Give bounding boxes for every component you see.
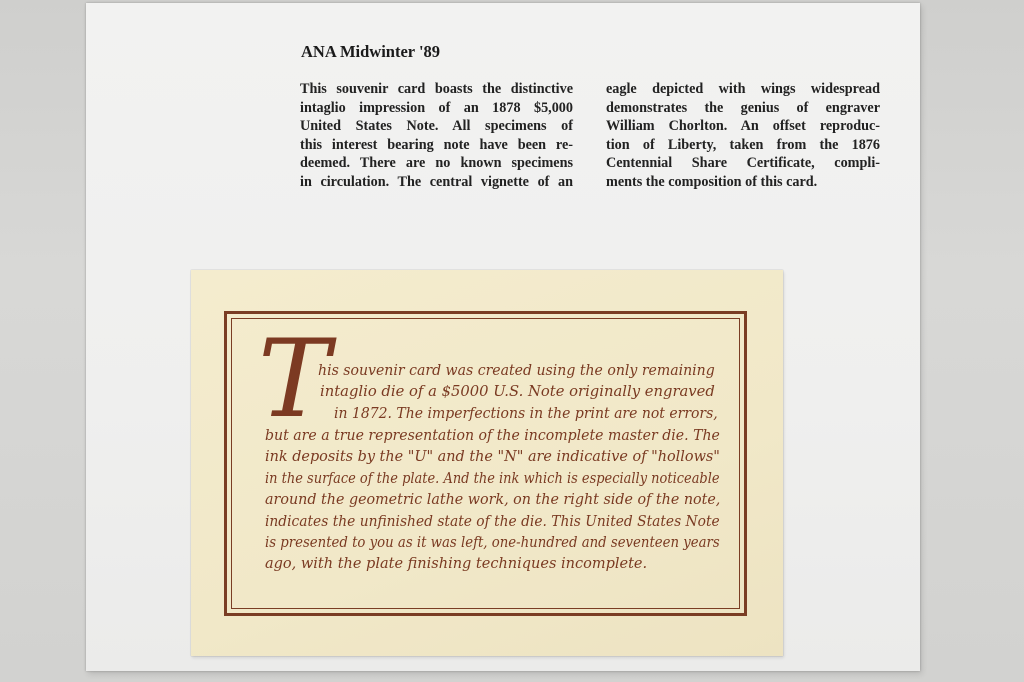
description-line: ments the composition of this card. — [606, 173, 818, 190]
description-line: tion of Liberty, taken from the 1876 — [606, 136, 880, 153]
insert-text-line: indicates the unfinished state of the die. This United States Note — [265, 514, 720, 530]
insert-text-line: intaglio die of a $5000 U.S. Note originally engraved — [320, 384, 715, 400]
description-line: United States Note. All specimens of — [300, 118, 573, 135]
description-line: William Chorlton. An offset reproduc- — [606, 118, 880, 135]
drop-cap: T — [258, 317, 331, 442]
description-left-column — [300, 80, 573, 192]
insert-text-line: is presented to you as it was left, one-hundred and seventeen years — [265, 535, 720, 551]
description-line: intaglio impression of an 1878 $5,000 — [300, 99, 573, 116]
insert-text-line: ago, with the plate finishing techniques incomplete. — [265, 556, 648, 572]
description-right-column — [606, 80, 880, 192]
insert-text-line: ink deposits by the "U" and the "N" are indicative of "hollows" — [265, 449, 720, 465]
insert-text-line: in the surface of the plate. And the ink which is especially noticeable — [265, 471, 720, 487]
description-line: deemed. There are no known specimens — [300, 155, 573, 172]
description-line: in circulation. The central vignette of an — [300, 173, 573, 190]
description-line: this interest bearing note have been re- — [300, 136, 573, 153]
insert-text-line: in 1872. The imperfections in the print are not errors, — [334, 406, 718, 422]
card-title: ANA Midwinter '89 — [301, 42, 441, 61]
insert-text-line: around the geometric lathe work, on the right side of the note, — [265, 492, 721, 508]
insert-text-line: but are a true representation of the incomplete master die. The — [265, 428, 720, 444]
description-line: This souvenir card boasts the distinctive — [300, 81, 573, 97]
insert-text-line: his souvenir card was created using the only remaining — [318, 363, 715, 379]
description-line: Centennial Share Certificate, compli- — [606, 155, 880, 172]
description-line: eagle depicted with wings widespread — [606, 81, 880, 97]
description-line: demonstrates the genius of engraver — [606, 99, 880, 116]
